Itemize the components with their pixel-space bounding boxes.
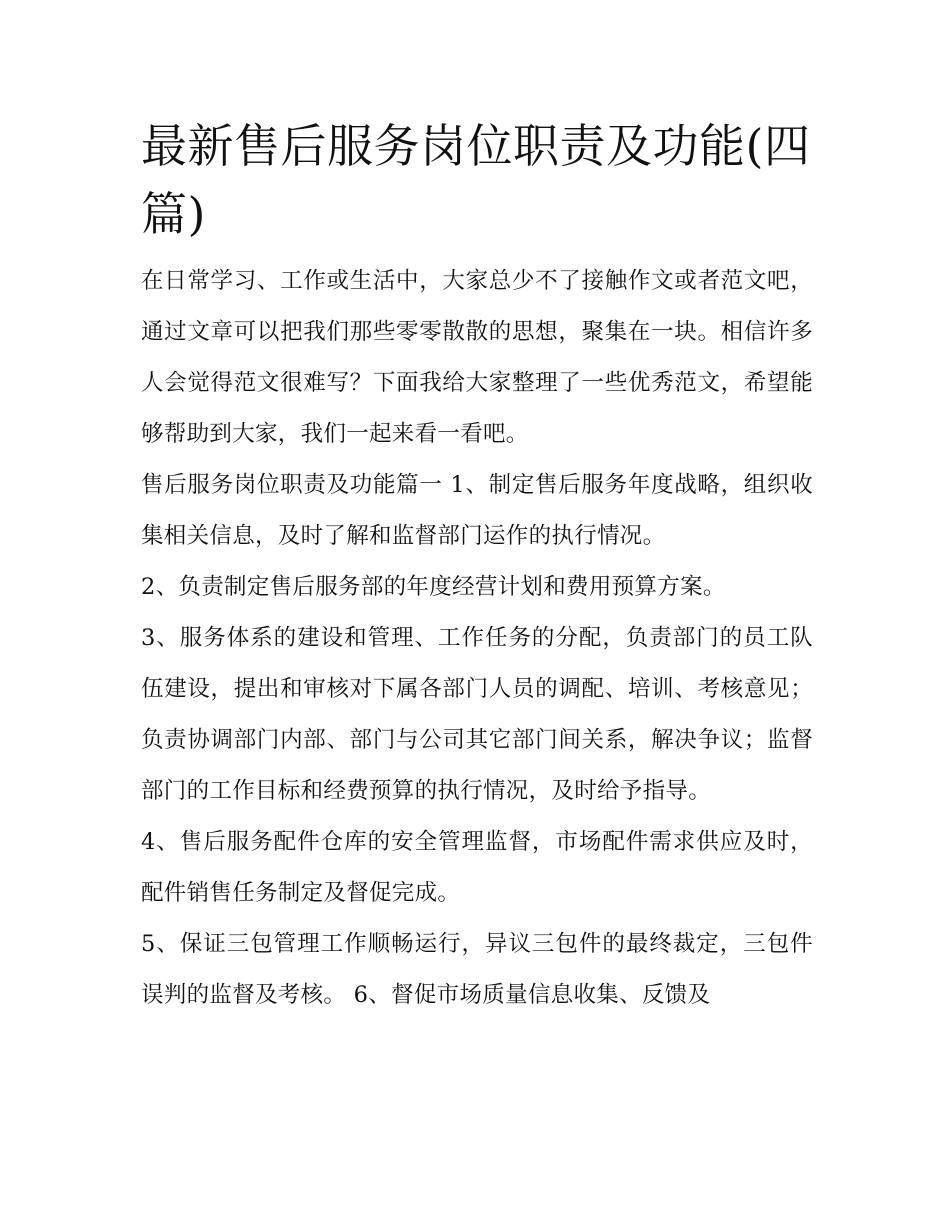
paragraph-item-5: 5、保证三包管理工作顺畅运行，异议三包件的最终裁定，三包件误判的监督及考核。 6、督促市场质量信息收集、反馈及 — [141, 931, 813, 1008]
paragraph-item-1: 售后服务岗位职责及功能篇一 1、制定售后服务年度战略，组织收集相关信息，及时了解和监督部门运作的执行情况。 — [141, 472, 813, 549]
paragraph-item-4: 4、售后服务配件仓库的安全管理监督，市场配件需求供应及时，配件销售任务制定及督促完成。 — [141, 829, 813, 906]
document-title: 最新售后服务岗位职责及功能(四篇) — [141, 119, 811, 241]
paragraph-intro: 在日常学习、工作或生活中，大家总少不了接触作文或者范文吧，通过文章可以把我们那些零零散散的思想，聚集在一块。相信许多人会觉得范文很难写？下面我给大家整理了一些优秀范文，希望能够帮助到大家，我们一起来看一看吧。 — [141, 268, 813, 447]
paragraph-item-2: 2、负责制定售后服务部的年度经营计划和费用预算方案。 — [141, 574, 726, 600]
paragraph-item-3: 3、服务体系的建设和管理、工作任务的分配，负责部门的员工队伍建设，提出和审核对下属各部门人员的调配、培训、考核意见；负责协调部门内部、部门与公司其它部门间关系，解决争议；监督部门的工作目标和经费预算的执行情况，及时给予指导。 — [141, 625, 813, 804]
document-body — [141, 112, 813, 1021]
